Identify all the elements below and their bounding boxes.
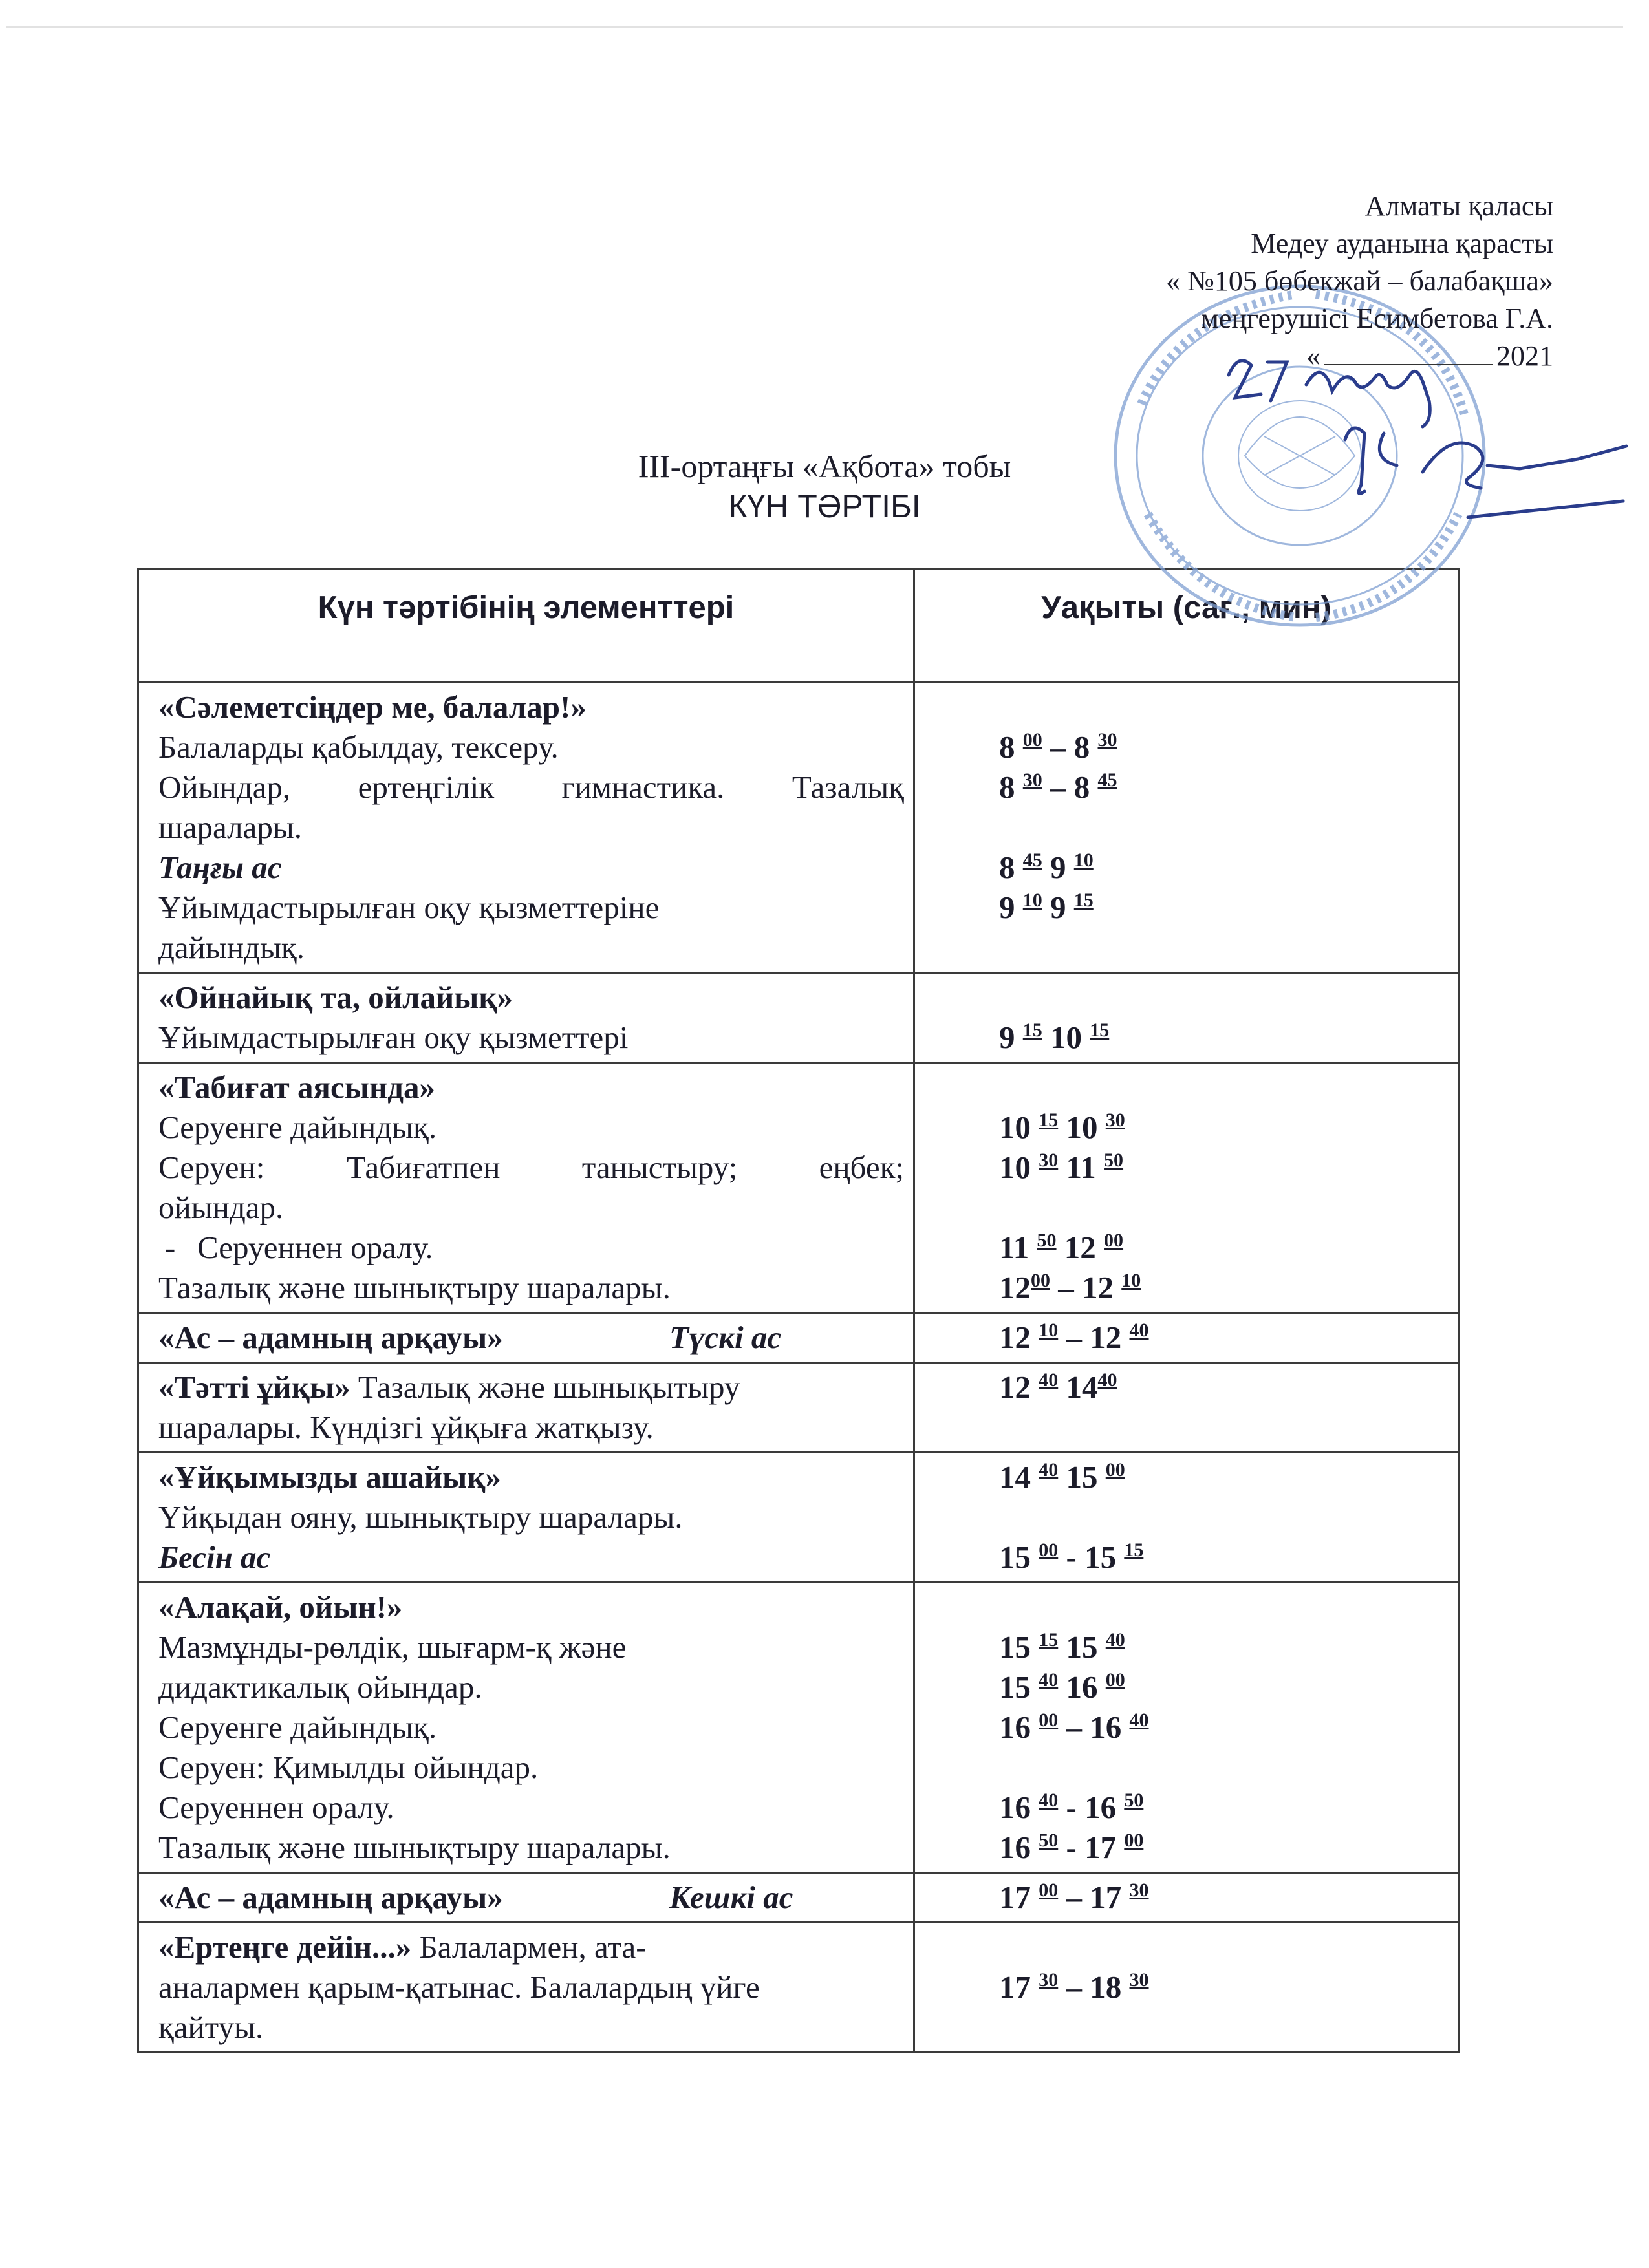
time-value: 10 $^{30}$ 11 $^{50}$ <box>999 1150 1124 1185</box>
activity-line: Үйқыдан ояну, шынықтыру шаралары. <box>158 1499 683 1535</box>
activity-line: шаралары. Күндізгі ұйқыға жатқызу. <box>158 1409 654 1445</box>
activity-line: ойындар. <box>158 1190 284 1225</box>
table-row <box>138 1063 1459 1313</box>
time-cell <box>914 1313 1459 1363</box>
activity-cell <box>138 1063 914 1313</box>
column-header-activity: Күн тәртібінің элементтері <box>138 569 914 683</box>
approval-date: « 2021 <box>1166 337 1553 375</box>
activity-line: Ұйымдастырылған оқу қызметтері <box>158 1020 629 1055</box>
meal-line: Таңғы ас <box>158 850 282 885</box>
time-value: 11 $^{50}$ 12 $^{00}$ <box>999 1230 1124 1265</box>
time-value: $12^{00} - 12$ $^{10}$ <box>999 1270 1141 1305</box>
table-row <box>138 1453 1459 1583</box>
activity-line: - Серуеннен оралу. <box>158 1228 904 1268</box>
time-value: 10 $^{15}$ 10 $^{30}$ <box>999 1109 1125 1145</box>
time-value: 16 $^{40}$ - 16 $^{50}$ <box>999 1790 1144 1825</box>
activity-line: Тазалық және шынықтыру шаралары. <box>158 1830 671 1865</box>
time-cell <box>914 973 1459 1063</box>
time-value: 8 $^{00}$ – 8 $^{30}$ <box>999 729 1117 765</box>
activity-line: Ойындар, ертеңгілік гимнастика. Тазалық <box>158 769 904 805</box>
activity-cell <box>138 1923 914 2053</box>
activity-line: Тазалық және шынықытыру <box>350 1369 740 1405</box>
activity-line: дайындық. <box>158 930 305 965</box>
time-cell <box>914 1873 1459 1923</box>
activity-line: аналармен қарым-қатынас. Балалардың үйге <box>158 1969 760 2005</box>
activity-line: шаралары. <box>158 809 303 845</box>
activity-line: Мазмұнды-рөлдік, шығарм-қ және <box>158 1629 627 1665</box>
group-title: ІІІ-ортаңғы «Ақбота» тобы <box>638 448 1011 484</box>
section-title: «Ас – адамның арқауы» <box>158 1320 503 1355</box>
time-value: 17 $^{00}$ – 17 $^{30}$ <box>999 1879 1149 1915</box>
section-title: «Сәлеметсіңдер ме, балалар!» <box>158 689 587 725</box>
table-row <box>138 1313 1459 1363</box>
time-cell <box>914 683 1459 973</box>
time-cell <box>914 1453 1459 1583</box>
table-row <box>138 683 1459 973</box>
meal-line: Кешкі ас <box>669 1879 793 1915</box>
activity-cell <box>138 1363 914 1453</box>
section-title: «Ойнайық та, ойлайық» <box>158 979 513 1015</box>
activity-line: Балалармен, ата- <box>411 1929 647 1965</box>
approval-head: меңгерушісі Есимбетова Г.А. <box>1201 303 1553 334</box>
activity-line: Серуеннен оралу. <box>158 1790 394 1825</box>
table-row <box>138 1363 1459 1453</box>
table-row <box>138 1923 1459 2053</box>
time-value: 9 $^{15}$ 10 $^{15}$ <box>999 1020 1110 1055</box>
activity-line: дидактикалық ойындар. <box>158 1669 482 1705</box>
time-cell <box>914 1363 1459 1453</box>
table-row <box>138 973 1459 1063</box>
meal-line: Бесін ас <box>158 1539 271 1575</box>
time-cell <box>914 1923 1459 2053</box>
time-value: 8 $^{45}$ 9 $^{10}$ <box>999 850 1094 885</box>
section-title: «Табиғат аясында» <box>158 1069 436 1105</box>
approval-district: Медеу ауданына қарасты <box>1251 228 1553 259</box>
section-title: «Ас – адамның арқауы» <box>158 1879 503 1915</box>
approval-institution: « №105 бөбекжай – балабақша» <box>1165 265 1553 297</box>
activity-line: Серуен: Қимылды ойындар. <box>158 1749 539 1785</box>
time-value: 9 $^{10}$ 9 $^{15}$ <box>999 890 1094 925</box>
time-value: 12 $^{10}$ – 12 $^{40}$ <box>999 1320 1149 1355</box>
activity-line: Тазалық және шынықтыру шаралары. <box>158 1270 671 1305</box>
signature-mark <box>1216 336 1630 556</box>
approval-year: 2021 <box>1496 340 1553 372</box>
time-value: 17 $^{30}$ – 18 $^{30}$ <box>999 1969 1149 2005</box>
activity-cell <box>138 683 914 973</box>
table-row <box>138 1873 1459 1923</box>
time-cell <box>914 1583 1459 1873</box>
section-title: «Ертеңге дейін...» <box>158 1929 412 1965</box>
time-value: 16 $^{50}$ - 17 $^{00}$ <box>999 1830 1144 1865</box>
activity-line: Серуен: Табиғатпен таныстыру; еңбек; <box>158 1150 904 1185</box>
section-title: «Ұйқымызды ашайық» <box>158 1459 501 1495</box>
scan-edge-line <box>6 26 1623 28</box>
time-value: 15 $^{15}$ 15 $^{40}$ <box>999 1629 1125 1665</box>
activity-cell <box>138 973 914 1063</box>
list-dash: - <box>165 1230 176 1265</box>
activity-cell <box>138 1313 914 1363</box>
time-value: 8 $^{30}$ – 8 $^{45}$ <box>999 769 1117 805</box>
time-value: 15 $^{00}$ - 15 $^{15}$ <box>999 1539 1144 1575</box>
approval-city: Алматы қаласы <box>1364 190 1553 222</box>
table-row <box>138 1583 1459 1873</box>
activity-line: Серуенге дайындық. <box>158 1109 437 1145</box>
activity-cell <box>138 1583 914 1873</box>
meal-line: Түскі ас <box>669 1320 782 1355</box>
time-value: 16 $^{00}$ – 16 $^{40}$ <box>999 1709 1149 1745</box>
time-value: 15 $^{40}$ 16 $^{00}$ <box>999 1669 1125 1705</box>
activity-line: қайтуы. <box>158 2009 264 2045</box>
activity-line: Балаларды қабылдау, тексеру. <box>158 729 559 765</box>
column-header-time: Уақыты (сағ., мин) <box>914 569 1459 683</box>
activity-cell <box>138 1873 914 1923</box>
section-title: «Тәтті ұйқы» <box>158 1369 350 1405</box>
time-value: 14 $^{40}$ 15 $^{00}$ <box>999 1459 1125 1495</box>
section-title: «Алақай, ойын!» <box>158 1589 403 1625</box>
time-value: 12 $^{40}$ $14^{40}$ <box>999 1369 1117 1405</box>
document-title: КҮН ТӘРТІБІ <box>728 488 921 524</box>
activity-line: Ұйымдастырылған оқу қызметтеріне <box>158 890 660 925</box>
time-cell <box>914 1063 1459 1313</box>
activity-cell <box>138 1453 914 1583</box>
activity-line: Серуенге дайындық. <box>158 1709 437 1745</box>
daily-schedule-table <box>137 568 1460 2053</box>
